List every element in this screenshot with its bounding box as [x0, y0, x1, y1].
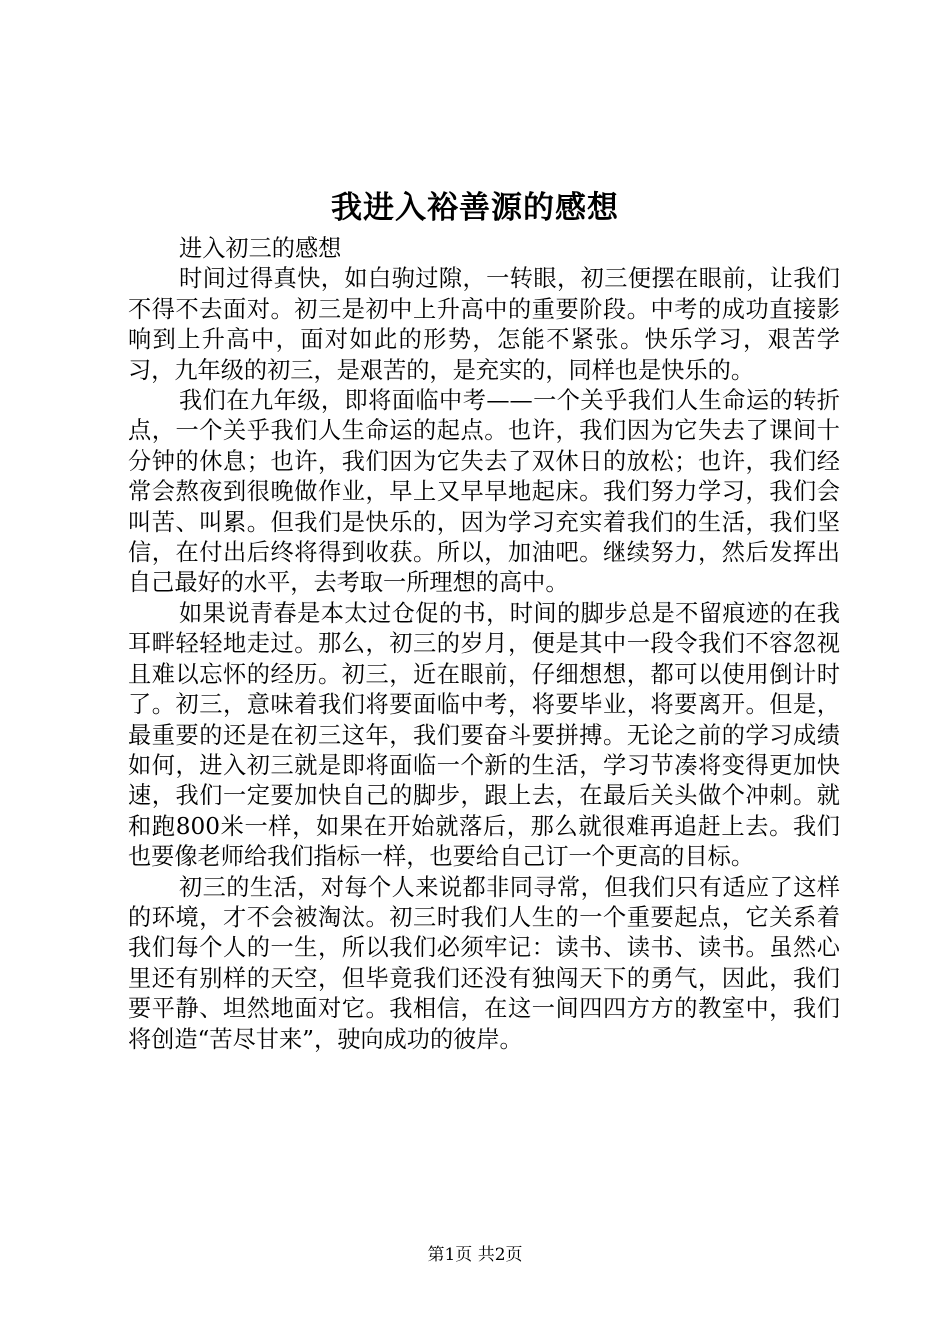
document-body — [128, 234, 840, 1055]
page-footer: 第1页 共2页 — [427, 1245, 523, 1265]
paragraph-subtitle: 进入初三的感想 — [179, 235, 342, 262]
paragraph: 初三的生活，对每个人来说都非同寻常，但我们只有适应了这样的环境，才不会被淘汰。初三时我们人生的一个重要起点，它关系着我们每个人的一生，所以我们必须牢记：读书、读书、读书。虽然心里还有别样的天空，但毕竟我们还没有独闯天下的勇气，因此，我们要平静、坦然地面对它。我相信，在这一间四四方方的教室中，我们将创造“苦尽甘来”，驶向成功的彼岸。 — [128, 873, 840, 1053]
paragraph: 我们在九年级，即将面临中考——一个关乎我们人生命运的转折点，一个关乎我们人生命运的起点。也许，我们因为它失去了课间十分钟的休息；也许，我们因为它失去了双休日的放松；也许，我们经常会熬夜到很晚做作业，早上又早早地起床。我们努力学习，我们会叫苦、叫累。但我们是快乐的，因为学习充实着我们的生活，我们坚信，在付出后终将得到收获。所以，加油吧。继续努力，然后发挥出自己最好的水平，去考取一所理想的高中。 — [128, 387, 840, 597]
paragraph: 如果说青春是本太过仓促的书，时间的脚步总是不留痕迹的在我耳畔轻轻地走过。那么，初三的岁月，便是其中一段令我们不容忽视且难以忘怀的经历。初三，近在眼前，仔细想想，都可以使用倒计时了。初三，意味着我们将要面临中考，将要毕业，将要离开。但是，最重要的还是在初三这年，我们要奋斗要拼搏。无论之前的学习成绩如何，进入初三就是即将面临一个新的生活，学习节凑将变得更加快速，我们一定要加快自己的脚步，跟上去，在最后关头做个冲刺。就和跑800米一样，如果在开始就落后，那么就很难再追赶上去。我们也要像老师给我们指标一样，也要给自己订一个更高的目标。 — [128, 599, 840, 871]
paragraph: 时间过得真快，如白驹过隙，一转眼，初三便摆在眼前，让我们不得不去面对。初三是初中上升高中的重要阶段。中考的成功直接影响到上升高中，面对如此的形势，怎能不紧张。快乐学习，艰苦学习，九年级的初三，是艰苦的，是充实的，同样也是快乐的。 — [128, 265, 840, 384]
document-title: 我进入裕善源的感想 — [331, 190, 619, 226]
